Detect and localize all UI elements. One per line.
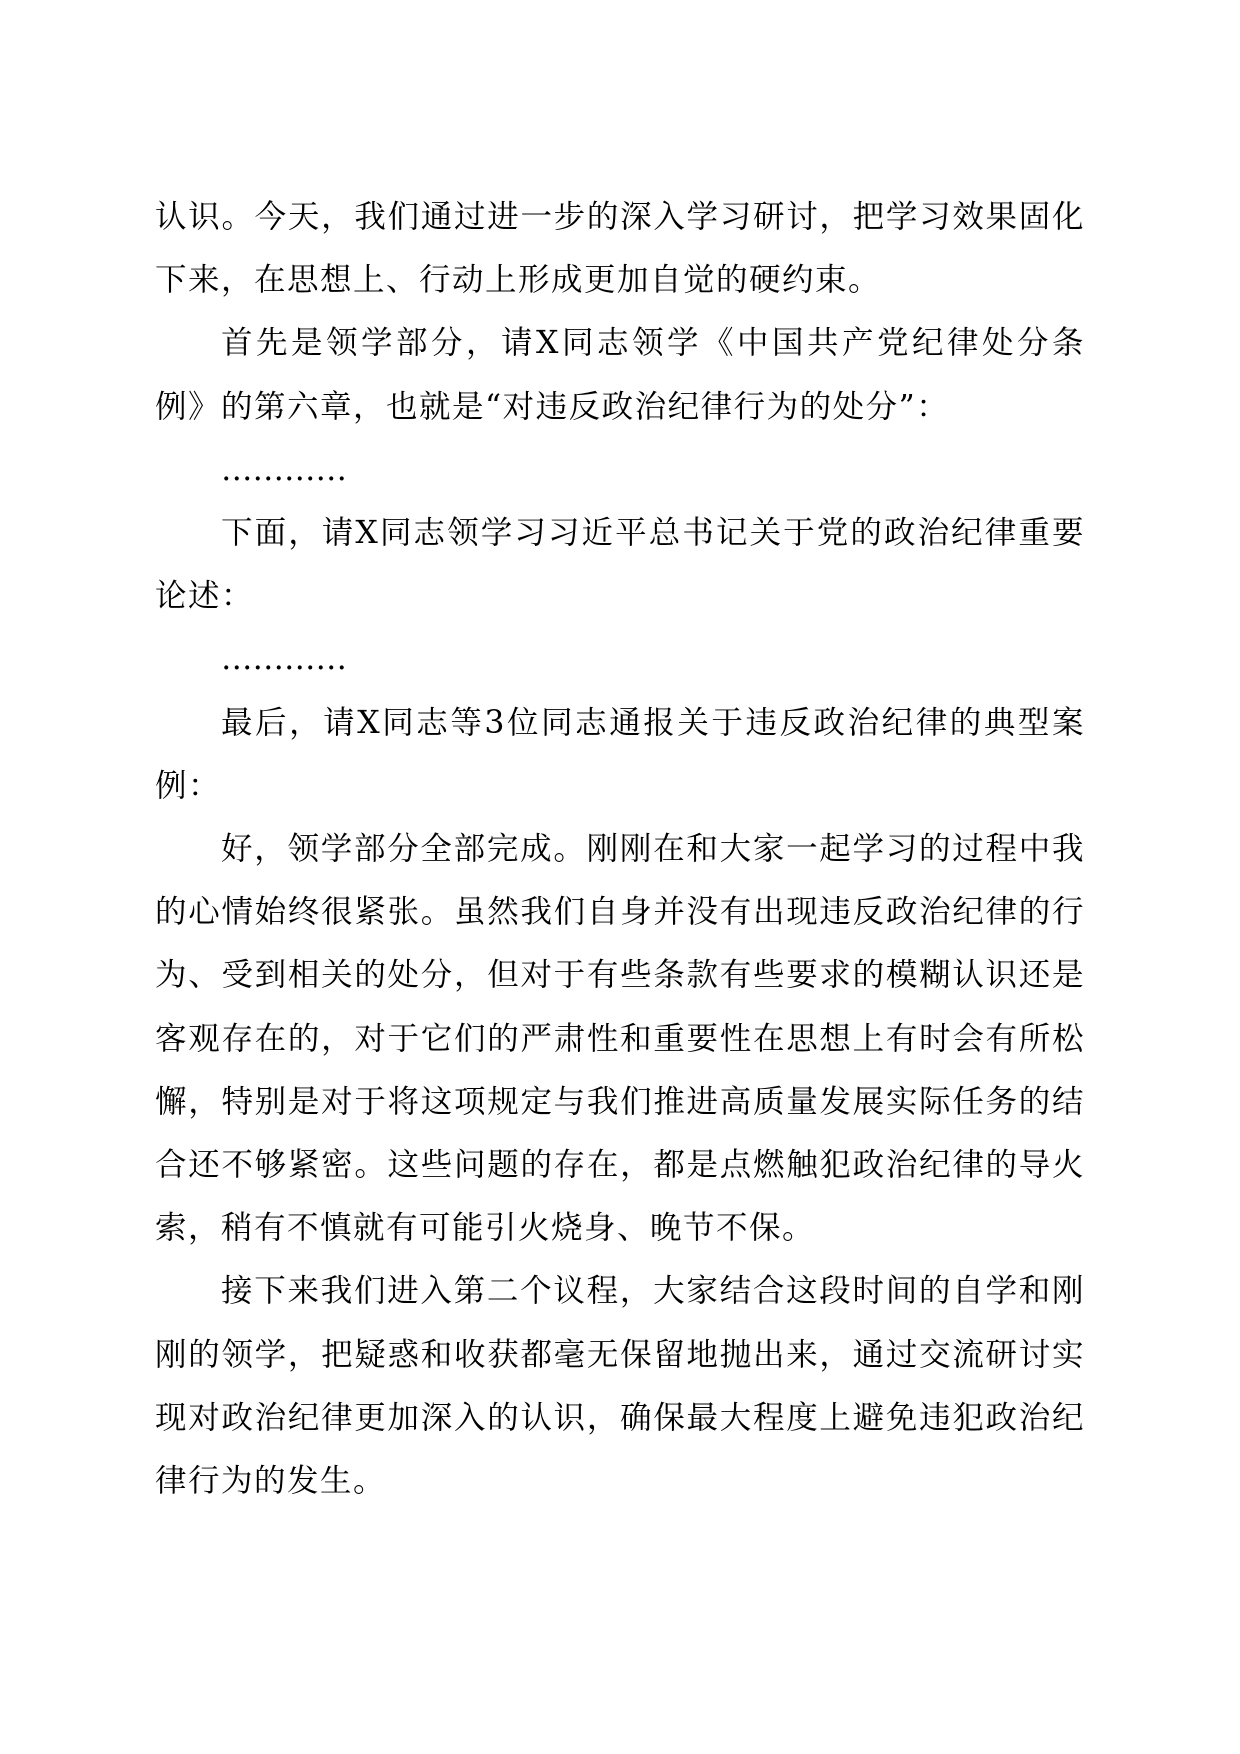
paragraph-lead-study-intro: 首先是领学部分，请X同志领学《中国共产党纪律处分条例》的第六章，也就是“对违反政治纪律行为的处分”： (155, 325, 1085, 425)
ellipsis-placeholder-2: ………… (221, 641, 347, 678)
paragraph-case-report: 最后，请X同志等3位同志通报关于违反政治纪律的典型案例： (155, 704, 1085, 804)
paragraph-continuation: 认识。今天，我们通过进一步的深入学习研讨，把学习效果固化下来，在思想上、行动上形成更加自觉的硬约束。 (155, 199, 1085, 299)
paragraph-next-agenda: 接下来我们进入第二个议程，大家结合这段时间的自学和刚刚的领学，把疑惑和收获都毫无保留地抛出来，通过交流研讨实现对政治纪律更加深入的认识，确保最大程度上避免违犯政治纪律行为的发生。 (155, 1273, 1085, 1500)
paragraph-reflection: 好，领学部分全部完成。刚刚在和大家一起学习的过程中我的心情始终很紧张。虽然我们自身并没有出现违反政治纪律的行为、受到相关的处分，但对于有些条款有些要求的模糊认识还是客观存在的，对于它们的严肃性和重要性在思想上有时会有所松懈，特别是对于将这项规定与我们推进高质量发展实际任务的结合还不够紧密。这些问题的存在，都是点燃触犯政治纪律的导火索，稍有不慎就有可能引火烧身、晚节不保。 (155, 831, 1085, 1247)
ellipsis-placeholder-1: ………… (221, 451, 347, 488)
paragraph-next-study: 下面，请X同志领学习习近平总书记关于党的政治纪律重要论述： (155, 515, 1085, 615)
document-body (155, 186, 1085, 1513)
